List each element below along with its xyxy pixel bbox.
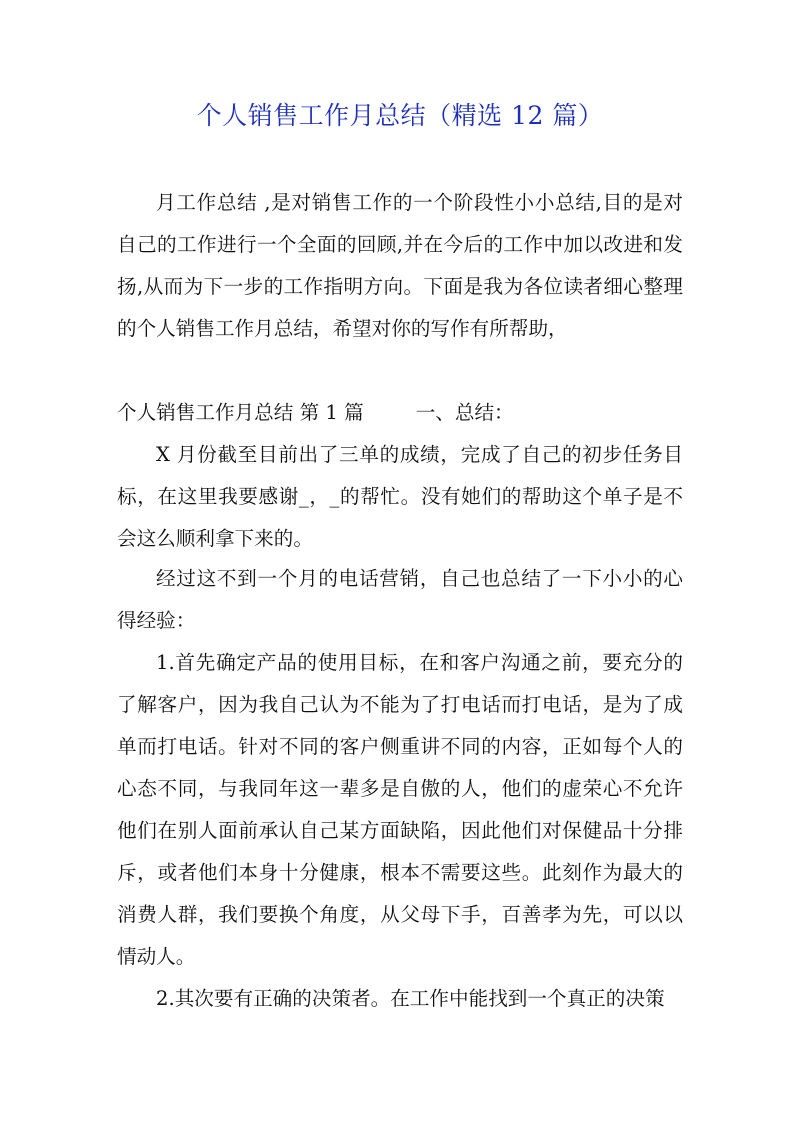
body-paragraph: 2.其次要有正确的决策者。在工作中能找到一个真正的决策 bbox=[156, 987, 665, 1010]
document-title: 个人销售工作月总结（精选 12 篇） bbox=[196, 101, 604, 130]
section-subheading: 一、总结： bbox=[415, 401, 514, 424]
intro-paragraph: 月工作总结 ,是对销售工作的一个阶段性小小总结,目的是对自己的工作进行一个全面的回顾,并在今后的工作中加以改进和发扬,从而为下一步的工作指明方向。下面是我为各位读者细心整理的个人销售工作月总结，希望对你的写作有所帮助， bbox=[117, 191, 683, 340]
body-paragraph: X 月份截至目前出了三单的成绩，完成了自己的初步任务目标，在这里我要感谢_，_的帮忙。没有她们的帮助这个单子是不会这么顺利拿下来的。 bbox=[117, 443, 683, 550]
body-paragraph: 1.首先确定产品的使用目标，在和客户沟通之前，要充分的了解客户，因为我自己认为不能为了打电话而打电话，是为了成单而打电话。针对不同的客户侧重讲不同的内容，正如每个人的心态不同，与我同年这一辈多是自傲的人，他们的虚荣心不允许他们在别人面前承认自己某方面缺陷，因此他们对保健品十分排斥，或者他们本身十分健康，根本不需要这些。此刻作为最大的消费人群，我们要换个角度，从父母下手，百善孝为先，可以以情动人。 bbox=[117, 651, 683, 968]
body-paragraph: 经过这不到一个月的电话营销，自己也总结了一下小小的心得经验： bbox=[117, 567, 683, 632]
section-heading-line bbox=[117, 392, 683, 434]
section-heading: 个人销售工作月总结 第 1 篇 bbox=[117, 401, 364, 424]
